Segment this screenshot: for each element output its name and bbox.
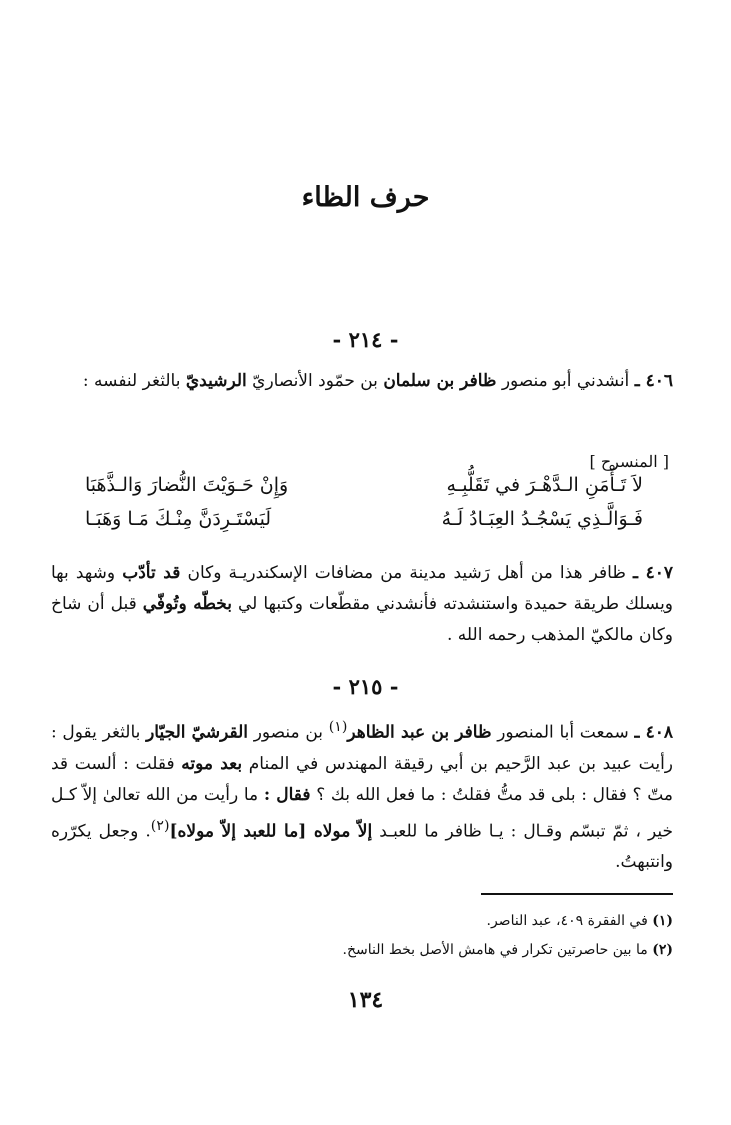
footnote-2-marker: (٢) (652, 942, 673, 958)
footnote-1-text: في الفقرة ٤٠٩، عبد الناصر. (486, 913, 648, 929)
verse-1-first-hemistich: لاَ تَـأْمَنِ الـدَّهْـرَ في تَقَلُّبِـهِ (446, 474, 643, 496)
entry-408 (51, 712, 673, 878)
entry-408-text-5: ما رأيت من الله تعالىٰ إلاّ كـل خير ، ثمّ تبسّم وقـال : يـا ظافر ما للعبـد (51, 784, 674, 842)
poetic-meter-label: [ المنسرح ] (589, 452, 669, 471)
entry-407-bold-1: قد تأدّب (122, 563, 181, 583)
section-number-215: - ٢١٥ - (332, 674, 399, 699)
footnote-1 (53, 911, 673, 931)
entry-408-text-2: بن منصور (253, 722, 324, 743)
entry-408-bold-4: إلاّ مولاه [ما للعبد إلاّ مولاه] (169, 821, 373, 842)
entry-408-text-3: بالثغر يقول : رأيت عبيد بن عبد الرَّحيم بن أبي رقيقة المهندس في المنام (51, 722, 674, 774)
entry-408-text-6: . وجعل يكرّره وانتبهتُ. (51, 821, 673, 873)
verse-1-second-hemistich: وَإِنْ حَـوَيْتَ النُّضارَ وَالـذَّهَبَا (85, 474, 289, 496)
entry-406-lead: أنشدني أبو منصور (501, 371, 630, 391)
entry-406-tail: بالثغر لنفسه : (82, 371, 181, 391)
entry-407-number: ٤٠٧ ـ (632, 563, 673, 583)
footnote-2 (53, 940, 673, 960)
entry-406 (51, 366, 673, 397)
entry-407-text-2: وشهد بها ويسلك طريقة حميدة واستنشدته فأنشدني مقطّعات وكتبها لي (51, 563, 674, 614)
entry-408-number: ٤٠٨ ـ (634, 722, 674, 743)
entry-408-bold-3: فقال : (263, 784, 311, 805)
entry-408-bold-2: بعد موته (181, 753, 243, 774)
entry-406-number: ٤٠٦ ـ (634, 371, 673, 391)
footnote-ref-1[interactable]: (١) (328, 719, 348, 735)
entry-407 (51, 558, 673, 651)
entry-407-text-3: قبل أن شاخ وكان مالكيّ المذهب رحمه الله . (51, 594, 673, 645)
verse-line-1 (55, 474, 673, 506)
footnote-ref-2[interactable]: (٢) (150, 817, 170, 834)
entry-408-name: ظافر بن عبد الظاهر (347, 722, 492, 743)
entry-407-bold-2: بخطّه وتُوفّي (142, 594, 233, 614)
entry-408-bold-1: القرشيّ الجيّار (146, 722, 248, 743)
footnote-1-marker: (١) (652, 913, 673, 929)
verse-line-2 (55, 508, 673, 540)
entry-406-name: ظافر بن سلمان (383, 371, 497, 391)
entry-407-text-1: ظافر هذا من أهل رَشيد مدينة من مضافات الإسكندريـة وكان (187, 563, 626, 583)
chapter-title: حرف الظاء (301, 182, 430, 213)
verse-2-first-hemistich: فَـوَالَّـذِي يَسْجُـدُ العِبَـادُ لَـهُ (441, 508, 643, 530)
footnote-2-text: ما بين حاصرتين تكرار في هامش الأصل بخط الناسخ. (342, 942, 648, 958)
entry-408-text-4: فقلت : ألست قد متّ ؟ فقال : بلى قد متُّ فقلتُ : ما فعل الله بك ؟ (51, 753, 674, 805)
page-number: ١٣٤ (347, 987, 384, 1013)
entry-406-mid: بن حمّود الأنصاريّ (252, 371, 378, 391)
verse-2-second-hemistich: لَيَسْتَـرِدَنَّ مِنْـكَ مَـا وَهَبَـا (85, 508, 272, 530)
entry-406-nisba: الرشيديّ (185, 371, 247, 391)
section-number-214: - ٢١٤ - (332, 327, 399, 352)
entry-408-text-1: سمعت أبا المنصور (497, 722, 629, 743)
footnote-separator (481, 893, 673, 895)
